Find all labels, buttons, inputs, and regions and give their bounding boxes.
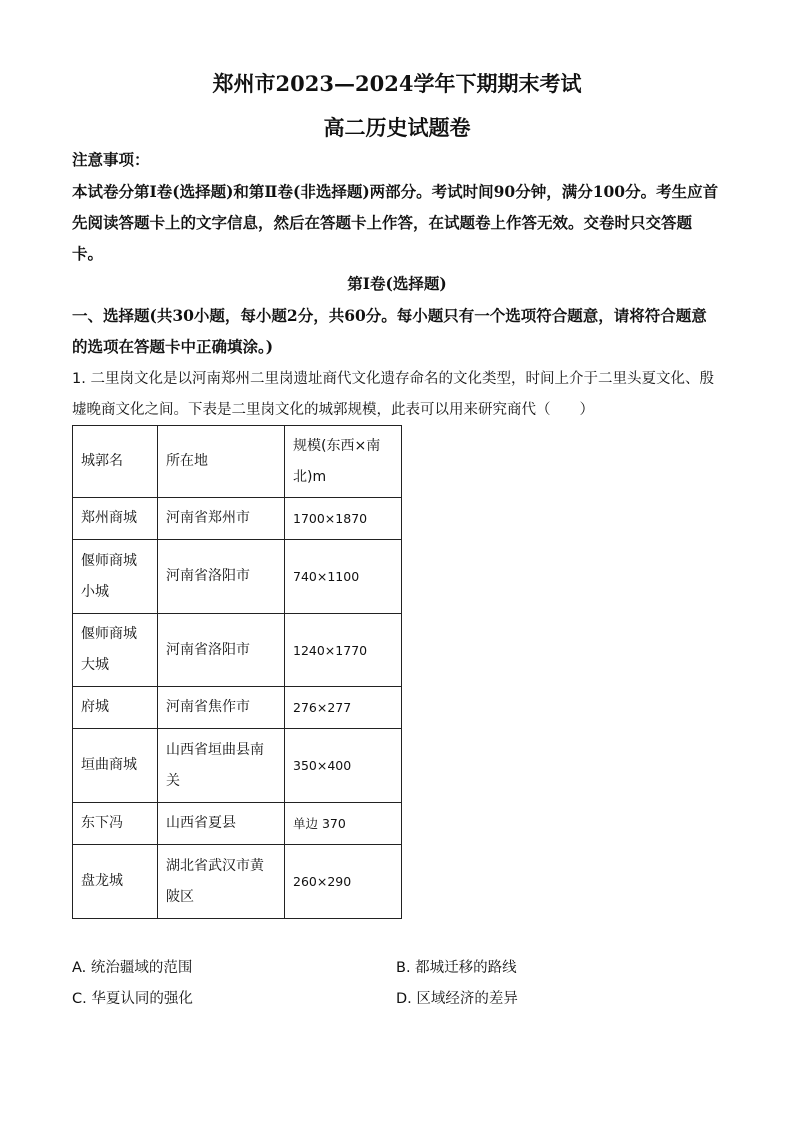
table-cell: 山西省夏县 [158,803,285,845]
table-cell: 276×277 [285,687,402,729]
exam-subtitle: 高二历史试题卷 [323,115,471,140]
notice-body: 本试卷分第Ⅰ卷(选择题)和第Ⅱ卷(非选择题)两部分。考试时间90分钟，满分100分。考生应首先阅读答题卡上的文字信息，然后在答题卡上作答，在试题卷上作答无效。交卷时只交答题卡。 [72,182,719,263]
table-cell: 1700×1870 [285,498,402,540]
table-cell: 河南省洛阳市 [158,540,285,614]
option-a: A. 统治疆域的范围 [72,960,193,976]
table-row [73,729,402,803]
table-header-cell: 所在地 [158,426,285,498]
table-cell: 东下冯 [73,803,158,845]
part-heading: 一、选择题(共30小题，每小题2分，共60分。每小题只有一个选项符合题意，请将符合题意的选项在答题卡中正确填涂。) [72,306,707,356]
table-cell: 单边 370 [285,803,402,845]
table-cell: 1240×1770 [285,614,402,687]
table-cell: 山西省垣曲县南关 [158,729,285,803]
table-row [73,540,402,614]
table-cell: 740×1100 [285,540,402,614]
table-cell: 260×290 [285,845,402,919]
table-cell: 河南省郑州市 [158,498,285,540]
table-cell: 350×400 [285,729,402,803]
table-cell: 偃师商城小城 [73,540,158,614]
exam-title: 郑州市2023—2024学年下期期末考试 [212,71,582,96]
table-cell: 郑州商城 [73,498,158,540]
table-row [73,803,402,845]
table-cell: 府城 [73,687,158,729]
table-header-cell: 规模(东西×南北)m [285,426,402,498]
table-row [73,845,402,919]
table-cell: 河南省焦作市 [158,687,285,729]
table-row [73,614,402,687]
table-row [73,498,402,540]
table-cell: 垣曲商城 [73,729,158,803]
table-cell: 湖北省武汉市黄陂区 [158,845,285,919]
option-d: D. 区域经济的差异 [396,991,518,1007]
section-title: 第Ⅰ卷(选择题) [347,274,447,293]
notice-heading: 注意事项： [72,150,150,169]
option-b: B. 都城迁移的路线 [396,960,517,976]
table-cell: 偃师商城大城 [73,614,158,687]
table-cell: 河南省洛阳市 [158,614,285,687]
table-header-row [73,426,402,498]
option-c: C. 华夏认同的强化 [72,991,193,1007]
table-cell: 盘龙城 [73,845,158,919]
city-scale-table [72,425,402,919]
table-header-cell: 城郭名 [73,426,158,498]
table-row [73,687,402,729]
question-stem: 1. 二里岗文化是以河南郑州二里岗遗址商代文化遗存命名的文化类型，时间上介于二里头夏文化、殷墟晚商文化之间。下表是二里岗文化的城郭规模，此表可以用来研究商代（ ） [72,371,714,418]
